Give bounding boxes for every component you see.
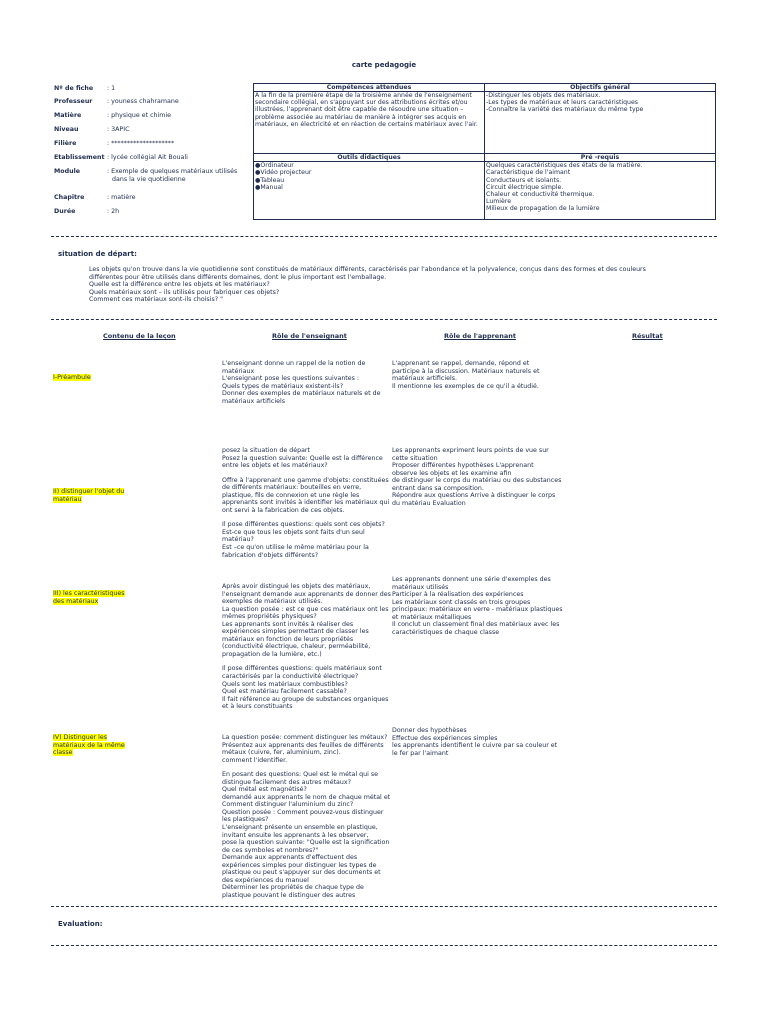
- enseignant-text: posez la situation de départ Posez la question suivante: Quelle est la différence entre les objets et les matériaux? Offre à l'apprenant une gamme d'objets: constituées de différents matériaux: bouteilles en verre, plastique, fils de connexion et une règle les apprenants sont invités à identifier les matériaux qui ont servi à la fabrication de ces objets. Il pose différentes questions: quels sont ces objets? Est-ce que tous les objets sont faits d'un seul matériau? Est –ce qu'on utilise le même matériau pour la fabrication d'objets différents?: [222, 447, 390, 559]
- outils-head: Outils didactiques: [254, 154, 485, 162]
- dashed-divider: [51, 319, 717, 320]
- prerequis-cell: Quelques caractéristiques des états de la matière. Caractéristique de l'aimant Conducteurs et isolants. Circuit électrique simple. Chaleur et conductivité thermique. Lumière Milieux de propagation de la lumière: [485, 162, 716, 220]
- column-header-contenu: Contenu de la leçon: [103, 332, 176, 340]
- info-label: Nº de fiche: [54, 85, 94, 92]
- info-value: : lycée collégial Ait Bouali: [107, 154, 188, 161]
- prerequis-head: Pré -requis: [485, 154, 716, 162]
- outils-cell: ●Ordinateur ●Vidéo projecteur ●Tableau ●Manual: [254, 162, 485, 220]
- competences-head: Compétences attendues: [254, 84, 485, 92]
- info-value: : ********************: [107, 140, 175, 147]
- column-header-enseignant: Rôle de l'enseignant: [272, 332, 347, 340]
- stage-label: IV) Distinguer les matériaux de la même classe: [53, 734, 125, 757]
- info-value: : physique et chimie: [107, 112, 172, 119]
- page-title: carte pedagogie: [351, 61, 417, 69]
- info-value: : Exemple de quelques matériaux utilisés dans la vie quotidienne: [107, 168, 238, 183]
- competences-cell: A la fin de la première étape de la troisième année de l'enseignement secondaire collégial, en s'appuyant sur des attributions écrites et/ou illustrées, l'apprenant doit être capable de résoudre une situation – problème associée au matériau de manière à intégrer ses acquis en matériaux, en électricité et en réaction de certains matériaux avec l'air.: [254, 92, 485, 154]
- dashed-divider: [51, 236, 717, 237]
- info-value: : 2h: [107, 208, 120, 215]
- info-label: Etablissement: [54, 154, 105, 161]
- info-label: Durée: [54, 208, 76, 215]
- info-label: Matière: [54, 112, 82, 119]
- apprenant-text: Donner des hypothèses Effectue des expériences simples les apprenants identifient le cuivre par sa couleur et le fer par l'aimant: [392, 727, 558, 757]
- info-label: Professeur: [54, 98, 93, 105]
- situation-title: situation de départ:: [58, 250, 137, 258]
- info-value: : 1: [107, 85, 116, 92]
- apprenant-text: L'apprenant se rappel, demande, répond et participe à la discussion. Matériaux naturels et matériaux artificiels. Il mentionne les exemples de ce qu'il a étudié.: [392, 360, 540, 390]
- apprenant-text: Les apprenants donnent une série d'exemples des matériaux utilisés Participer à la réalisation des expériences Les matériaux sont classés en trois groupes principaux: matériaux en verre - matériaux plastiques et matériaux métalliques Il conclut un classement final des matériaux avec les caractéristiques de chaque classe: [392, 576, 563, 636]
- info-label: Chapitre: [54, 194, 85, 201]
- stage-label: III) les caractéristiques des matériaux: [53, 590, 125, 605]
- situation-text: Les objets qu'on trouve dans la vie quotidienne sont constitués de matériaux différents, caractérisés par l'abondance et la polyvalence, conçus dans des formes et des couleurs différentes pour être utilisés dans différents domaines, dont le plus important est l'emballage. Quelle est la différence entre les objets et les matériaux? Quels matériaux sont – ils utilisés pour fabriquer ces objets? Comment ces matériaux sont-ils choisis? ": [89, 266, 646, 304]
- enseignant-text: La question posée: comment distinguer les métaux? Présentez aux apprenants des feuilles de différents métaux (cuivre, fer, aluminium, zinc). comment l'identifier. En posant des questions: Quel est le métal qui se distingue facilement des autres métaux? Quel métal est magnétisé? demandé aux apprenants le nom de chaque métal et Comment distinguer l'aluminium du zinc? Question posée : Comment pouvez-vous distinguer les plastiques? L'enseignant présente un ensemble en plastique, invitant ensuite les apprenants à les observer, pose la question suivante: "Quelle est la signification de ces symboles et nombres?" Demande aux apprenants d'effectuent des expériences simples pour distinguer les types de plastique ou peut s'appuyer sur des documents et des expériences du manuel Déterminer les propriétés de chaque type de plastique pouvant le distinguer des autres: [222, 734, 391, 899]
- info-value: : 3APIC: [107, 126, 130, 133]
- info-label: Module: [54, 168, 81, 175]
- objectifs-cell: -Distinguer les objets des matériaux. -Les types de matériaux et leurs caractéristiques -Connaître la variété des matériaux du même type: [485, 92, 716, 154]
- column-header-resultat: Résultat: [632, 332, 663, 340]
- evaluation-title: Evaluation:: [58, 920, 103, 928]
- objectifs-head: Objectifs général: [485, 84, 716, 92]
- competences-table: [253, 83, 716, 220]
- apprenant-text: Les apprenants expriment leurs points de vue sur cette situation Proposer différentes hypothèses L'apprenant observe les objets et les examine afin de distinguer le corps du matériau ou des substances entrant dans sa composition. Répondre aux questions Arrive à distinguer le corps du matériau Evaluation: [392, 447, 562, 507]
- info-value: : youness chahramane: [107, 98, 179, 105]
- info-value: : matière: [107, 194, 136, 201]
- column-header-apprenant: Rôle de l'apprenant: [444, 332, 516, 340]
- enseignant-text: L'enseignant donne un rappel de la notion de matériaux L'enseignant pose les questions suivantes : Quels types de matériaux existent-ils? Donner des exemples de matériaux naturels et de matériaux artificiels: [222, 360, 381, 405]
- stage-label: I-Préambule: [53, 374, 91, 381]
- enseignant-text: Après avoir distingué les objets des matériaux, l'enseignant demande aux apprenants de donner des exemples de matériaux utilisés. La question posée : est ce que ces matériaux ont les mêmes propriétés physiques? Les apprenants sont invités à réaliser des expériences simples permettant de classer les matériaux en fonction de leurs propriétés (conductivité électrique, chaleur, perméabilité, propagation de la lumière, etc.) Il pose différentes questions: quels matériaux sont caractérisés par la conductivité électrique? Quels sont les matériaux combustibles? Quel est matériau facilement cassable? Il fait référence au groupe de substances organiques et à leurs constituants: [222, 583, 391, 711]
- dashed-divider: [51, 906, 717, 907]
- info-label: Filière: [54, 140, 77, 147]
- stage-label: II) distinguer l'objet du matériau: [53, 488, 125, 503]
- info-label: Niveau: [54, 126, 79, 133]
- dashed-divider: [51, 945, 717, 946]
